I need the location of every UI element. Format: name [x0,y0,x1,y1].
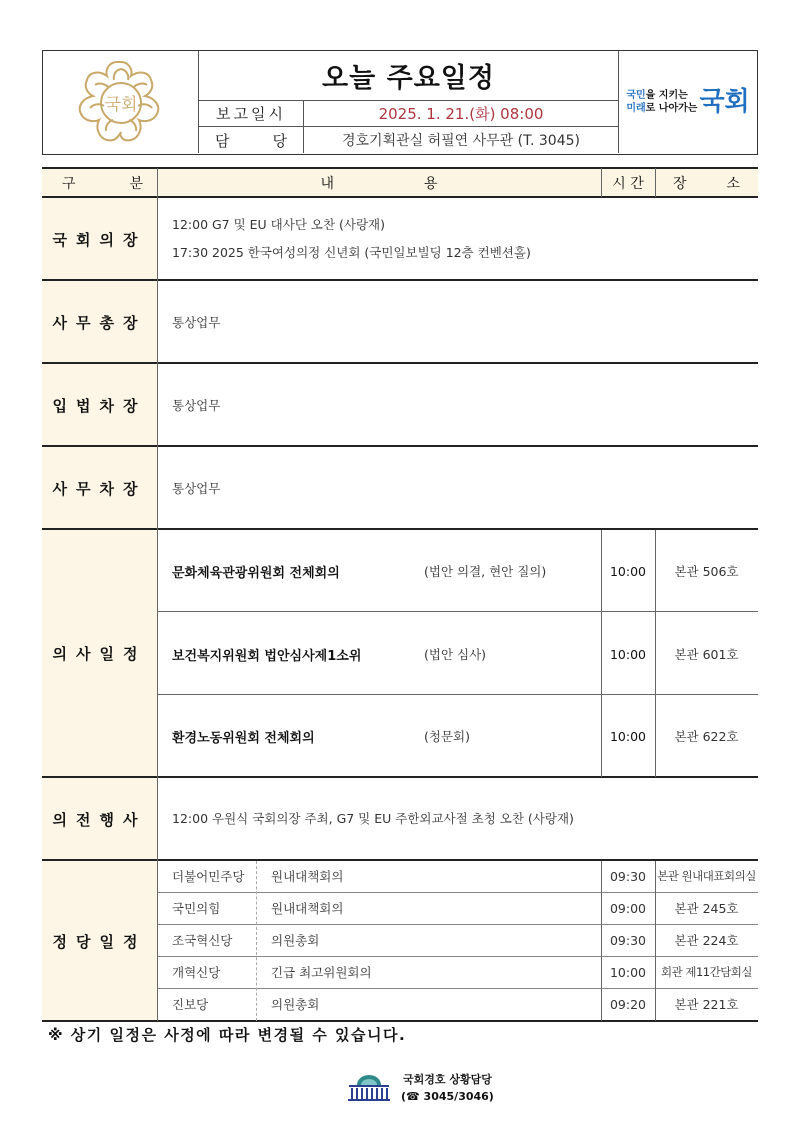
column-divider [601,530,602,777]
party-place: 본관 221호 [674,997,739,1012]
party-name: 국민의힘 [172,901,221,916]
svg-text:국회: 국회 [104,95,137,115]
column-header-time: 시 간 [601,168,655,197]
table-border [42,1020,758,1022]
category-speaker: 국회의장 [42,198,157,280]
secretary-general-content: 통상업무 [172,315,221,330]
report-header [42,50,758,155]
agenda-note: (법안 심사) [424,647,487,662]
slogan-logo-cell [618,51,757,153]
row-divider [157,892,758,893]
column-header-place: 장 소 [655,168,758,197]
category-secretary-general: 사무총장 [42,281,157,363]
agenda-place: 본관 601호 [674,647,739,662]
agenda-place: 본관 506호 [674,564,739,579]
agenda-title: 문화체육관광위원회 전체회의 [172,565,340,581]
footer-phone: (☎ 3045/3046) [401,1090,494,1103]
party-time: 09:30 [609,868,647,884]
category-ceremony: 의전행사 [42,778,157,860]
column-divider [601,861,602,1021]
party-time: 09:30 [609,932,647,948]
national-assembly-emblem-icon [73,58,169,146]
agenda-title: 보건복지위원회 법안심사제1소위 [172,648,362,664]
contact-value: 경호기획관실 허필연 사무관 (T. 3045) [342,133,580,149]
party-event: 원내대책회의 [271,869,344,884]
slogan-big-text: 국회 [699,87,750,117]
agenda-note: (청문회) [424,729,470,744]
table-divider [42,279,758,281]
assembly-building-icon [345,1073,393,1103]
category-legislative-deputy: 입법차장 [42,364,157,446]
footer [345,1071,494,1105]
speaker-line-1: 12:00 G7 및 EU 대사단 오찬 (사랑재) [172,217,385,232]
ceremony-content: 12:00 우원식 국회의장 주최, G7 및 EU 주한외교사절 초청 오찬 (사랑재) [172,811,574,826]
page-title: 오늘 주요일정 [199,51,618,101]
party-column-divider [256,861,257,1021]
party-place: 본관 245호 [674,901,739,916]
speaker-line-2: 17:30 2025 한국여성의정 신년회 (국민일보빌딩 12층 컨벤션홀) [172,245,531,260]
party-name: 더불어민주당 [172,869,245,884]
party-place: 본관 224호 [674,933,739,948]
party-place: 본관 원내대표회의실 [657,869,756,883]
party-time: 09:00 [609,900,647,916]
row-divider [157,694,758,695]
row-divider [157,611,758,612]
column-divider [655,168,656,197]
table-divider [42,859,758,861]
table-border [42,167,758,169]
agenda-note: (법안 의결, 현안 질의) [424,564,547,579]
column-divider [601,168,602,197]
footer-org: 국회경호 상황담당 [403,1073,492,1086]
deputy-secretary-content: 통상업무 [172,481,221,496]
row-divider [157,988,758,989]
contact-label-right: 당 [272,131,287,150]
column-divider [655,861,656,1021]
category-parties: 정당일정 [42,861,157,1021]
column-divider [157,168,158,1021]
agenda-place: 본관 622호 [674,729,739,744]
party-name: 진보당 [172,997,209,1012]
row-divider [157,956,758,957]
party-place: 회관 제11간담회실 [660,965,753,979]
report-time-label: 보고일시 [199,101,304,127]
party-time: 10:00 [609,964,647,980]
party-event: 의원총회 [271,933,320,948]
party-event: 긴급 최고위원회의 [271,965,372,980]
agenda-time: 10:00 [609,563,647,579]
slogan-logo [626,89,749,115]
emblem-cell [43,51,199,153]
contact-label-left: 담 [215,131,230,150]
table-divider [42,528,758,530]
contact-label [199,127,304,153]
party-time: 09:20 [609,996,647,1012]
category-agenda: 의사일정 [42,530,157,777]
slogan-text: 국민을 지키는 미래로 나아가는 [626,90,698,114]
column-divider [655,530,656,777]
footnote: ※ 상기 일정은 사정에 따라 변경될 수 있습니다. [48,1026,407,1044]
table-divider [42,362,758,364]
footer-text [401,1071,494,1105]
legislative-deputy-content: 통상업무 [172,398,221,413]
category-deputy-secretary: 사무차장 [42,447,157,529]
party-event: 원내대책회의 [271,901,344,916]
party-name: 개혁신당 [172,965,221,980]
column-header-category: 구 분 [42,168,157,197]
agenda-title: 환경노동위원회 전체회의 [172,730,315,746]
table-divider [42,196,758,198]
table-divider [42,445,758,447]
column-header-content: 내 용 [157,168,601,197]
agenda-time: 10:00 [609,728,647,744]
table-divider [42,776,758,778]
agenda-time: 10:00 [609,646,647,662]
row-divider [157,924,758,925]
report-time-value: 2025. 1. 21.(화) 08:00 [304,101,618,127]
party-event: 의원총회 [271,997,320,1012]
party-name: 조국혁신당 [172,933,233,948]
